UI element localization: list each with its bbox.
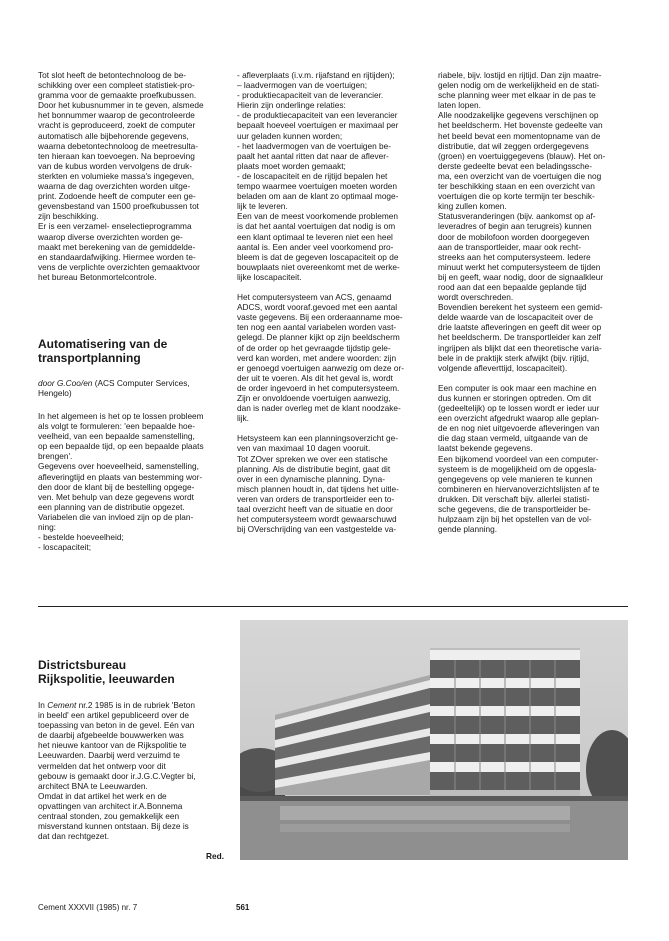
article-byline [38, 378, 228, 398]
byline-author: door G.Coo/en [38, 378, 93, 388]
column-1-text: Tot slot heeft de betontechnoloog de be- schikking over een compleet statistiek-pro- gramma voor de gemaakte proefkubussen. Door het kubusnummer in te geven, alsmede het bonnummer waarop de gecontroleerde vracht is geproduceerd, zoekt de computer automatisch alle bijbehorende gegevens, waarna debetontechnoloog de meetresulta- ten hieraan kan toevoegen. Na beproeving van de kubus worden vervolgens de druk- sterkten en volumieke massa's ingegeven, waarna de dag overzichten worden uitge- print. Zodoende heeft de computer een ge- gevensbestand van 1500 proefkubussen tot zijn beschikking. Er is een verzamel- enselectieprogramma waarop diverse overzichten worden ge- maakt met berekening van de gemiddelde- en standaardafwijking. Hiermee worden te- vens de verplichte overzichten gemaaktvoor het bureau Betonmortelcontrole. [38, 70, 204, 282]
article-heading-transportplanning: Automatisering van de transportplanning [38, 337, 168, 365]
column-3-text: riabele, bijv. lostijd en rijtijd. Dan zijn maatre- gelen nodig om de werkelijkheid en de stati- sche planning weer met elkaar in de pas te laten lopen. Alle noodzakelijke gegevens verschijnen op het beeldscherm. Het bovenste gedeelte van het beeld bevat een momentopname van de distributie, dat wil zeggen ordergegevens (groen) en voertuiggegevens (blauw). Het on- derste gedeelte bevat een beladingssche- ma, een overzicht van de voertuigen die nog ter beschikking staan en een overzicht van voertuigen die op korte termijn ter beschik- king zullen komen. Statusveranderingen (bijv. aankomst op af- leveradres of begin aan terugreis) kunnen door de mobilofoon worden doorgegeven aan de transportleider, maar ook recht- streeks aan het computersysteem. Iedere minuut werkt het computersysteem de tijden bij en geeft, waar nodig, door de signaalkleur rood aan dat een bepaalde geplande tijd wordt overschreden. Bovendien berekent het systeem een gemid- delde waarde van de loscapaciteit over de drie laatste afleveringen en geeft dit weer op het beeldscherm. De transportleider kan zelf ingrijpen als blijkt dat een theoretische varia- bele in de praktijk sterk afwijkt (bijv. rijtijd, volgende afleverttijd, loscapaciteit). Een computer is ook maar een machine en dus kunnen er storingen optreden. Om dit (gedeeltelijk) op te lossen wordt er ieder uur een overzicht afgedrukt waarop alle geplan- de en nog niet uitgevoerde afleveringen van die dag staan vermeld, uitgaande van de laatst bekende gegevens. Een bijkomend voordeel van een computer- systeem is de mogelijkheid om de opgesla- gengegevens op vele manieren te kunnen combineren en hiervanoverzichtslijsten af te drukken. Dit verschaft bijv. allerlei statisti- sche gegevens, die de transportleider be- hulpzaam zijn bij het opstellen van de vol- gende planning. [438, 70, 606, 535]
building-photo [240, 620, 628, 860]
column-2-text: - afleverplaats (i.v.m. rijafstand en rijtijden); – laadvermogen van de voertuigen; - produktiecapaciteit van de leverancier. Hierin zijn onderlinge relaties: - de produktiecapaciteit van een leverancier bepaalt hoeveel voertuigen er maximaal per uur geladen kunnen worden; - het laadvermogen van de voertuigen be- paalt het aantal ritten dat naar de aflever- plaats moet worden gemaakt; - de loscapaciteit en de rijtijd bepalen het tempo waarmee voertuigen moeten worden beladen om aan de klant zo optimaal moge- lijk te leveren. Een van de meest voorkomende problemen is dat het aantal voertuigen dat nodig is om een klant optimaal te leveren niet een heel aantal is. Een ander veel voorkomend pro- bleem is dat de gegeven loscapaciteit op de bouwplaats niet overeenkomt met de werke- lijke loscapaciteit. Het computersysteem van ACS, genaamd ADCS, wordt vooraf.gevoed met een aantal vaste gegevens. Bij een orderaanname moe- ten nog een aantal variabelen worden vast- gelegd. De planner kijkt op zijn beeldscherm of de order op het gevraagde tijdstip gele- verd kan worden, met andere woorden: zijn er genoegd voertuigen aanwezig om deze or- der uit te voeren. Als dit het geval is, wordt de order ingevoerd in het computersysteem. Zijn er onvoldoende voertuigen aanwezig, dan is nader overleg met de klant noodzake- lijk. Hetsysteem kan een planningsoverzicht ge- ven van maximaal 10 dagen vooruit. Tot ZOver spreken we over een statische planning. Als de distributie begint, gaat dit over in een dynamische planning. Dyna- misch plannen houdt in, dat tijdens het uitle- veren van orders de transportleider een to- taal overzicht heeft van de situatie en door het computersysteem wordt gewaarschuwd bij OVerschrijding van een vastgestelde va- [237, 70, 404, 535]
article-2-body-pre: In [38, 700, 48, 710]
article-2-body [38, 700, 228, 841]
article-2-body-text: nr.2 1985 is in de rubriek 'Beton in beeld' een artikel gepubliceerd over de toepassing van beton in de gevel. Eén van de daarbij afgebeelde bouwwerken was het nieuwe kantoor van de Rijkspolitie te Leeuwarden. Daarbij werd verzuimd te vermelden dat het ontwerp voor dit gebouw is gemaakt door ir.J.G.C.Vegter bi, architect BNA te Leeuwarden. Omdat in dat artikel het werk en de opvattingen van architect ir.A.Bonnema centraal stonden, zou gemakkelijk een misverstand kunnen ontstaan. Bij deze is dat dan rechtgezet. [38, 700, 196, 842]
article-signature: Red. [206, 851, 224, 861]
article-1-body: In het algemeen is het op te lossen probleem als volgt te formuleren: 'een bepaalde hoe- veelheid, van een bepaalde samenstelling, op een bepaalde tijd, op een bepaalde plaats brengen'. Gegevens over hoeveelheid, samenstelling, afleveringtijd en plaats van bestemming wor- den door de klant bij de bestelling opgege- ven. Met behulp van deze gegevens wordt een planning van de distributie opgezet. Variabelen die van invloed zijn op de plan- ning: - bestelde hoeveelheid; - loscapaciteit; [38, 411, 204, 553]
byline-affiliation: (ACS Computer Services, Hengelo) [38, 378, 190, 399]
article-2-journal-name: Cement [47, 700, 77, 710]
section-divider [38, 606, 628, 607]
article-heading-districtsbureau: Districtsbureau Rijkspolitie, leeuwarden [38, 658, 175, 686]
footer-journal: Cement XXXVII (1985) nr. 7 [38, 903, 138, 912]
footer-page-number: 561 [236, 903, 250, 912]
building-photo-icon [240, 620, 628, 860]
